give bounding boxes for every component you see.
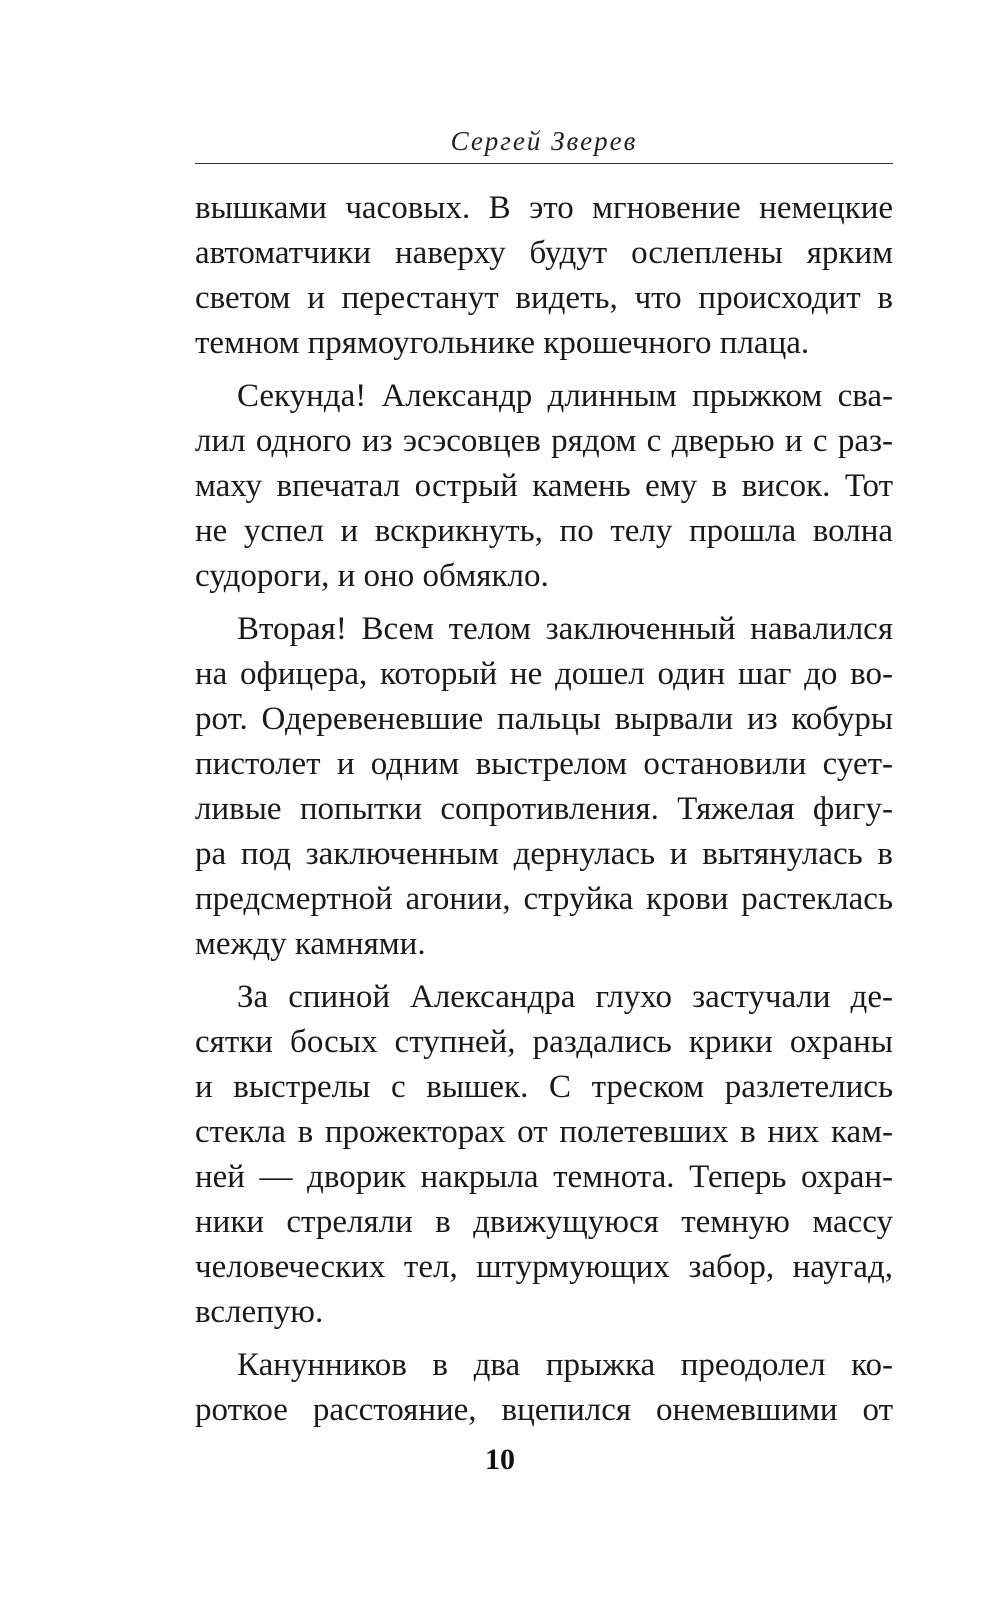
paragraph bbox=[195, 374, 893, 599]
text-line: сятки босых ступней, раздались крики охраны bbox=[195, 1024, 893, 1060]
paragraph bbox=[195, 1343, 893, 1433]
text-line: ра под заключенным дернулась и вытянулась в bbox=[195, 836, 893, 872]
text-line: Вторая! Всем телом заключенный навалился bbox=[237, 611, 893, 647]
text-line: ливые попытки сопротивления. Тяжелая фигу- bbox=[195, 791, 893, 827]
text-line: маху впечатал острый камень ему в висок. Тот bbox=[195, 468, 893, 504]
header-rule bbox=[195, 163, 893, 164]
text-line: Секунда! Александр длинным прыжком сва- bbox=[237, 378, 893, 414]
paragraph bbox=[195, 607, 893, 967]
page-number: 10 bbox=[485, 1443, 515, 1476]
text-line: и выстрелы с вышек. С треском разлетелись bbox=[195, 1069, 893, 1105]
text-line: За спиной Александра глухо застучали де- bbox=[237, 979, 893, 1015]
text-line: ники стреляли в движущуюся темную массу bbox=[195, 1204, 893, 1240]
text-line: пистолет и одним выстрелом остановили сует- bbox=[195, 746, 893, 782]
text-line: между камнями. bbox=[195, 926, 426, 962]
text-line: предсмертной агонии, струйка крови растеклась bbox=[195, 881, 893, 917]
text-line: рот. Одеревеневшие пальцы вырвали из кобуры bbox=[195, 701, 893, 737]
text-line: вышками часовых. В это мгновение немецкие bbox=[195, 190, 893, 226]
running-head-author: Сергей Зверев bbox=[450, 126, 638, 156]
text-line: лил одного из эсэсовцев рядом с дверью и с раз- bbox=[195, 423, 893, 459]
text-line: судороги, и оно обмякло. bbox=[195, 558, 549, 594]
text-line: стекла в прожекторах от полетевших в них кам- bbox=[195, 1114, 893, 1150]
body-text bbox=[195, 186, 893, 1441]
text-line: ней — дворик накрыла темнота. Теперь охран- bbox=[195, 1159, 893, 1195]
text-line: темном прямоугольнике крошечного плаца. bbox=[195, 325, 810, 361]
text-line: светом и перестанут видеть, что происходит в bbox=[195, 280, 893, 316]
text-line: человеческих тел, штурмующих забор, наугад, bbox=[195, 1249, 893, 1285]
text-line: на офицера, который не дошел один шаг до во- bbox=[195, 656, 893, 692]
text-line: роткое расстояние, вцепился онемевшими от bbox=[195, 1392, 893, 1428]
text-line: не успел и вскрикнуть, по телу прошла волна bbox=[195, 513, 893, 549]
text-line: автоматчики наверху будут ослеплены ярким bbox=[195, 235, 893, 271]
paragraph bbox=[195, 975, 893, 1335]
text-line: Канунников в два прыжка преодолел ко- bbox=[237, 1347, 893, 1383]
text-line: вслепую. bbox=[195, 1294, 324, 1330]
paragraph bbox=[195, 186, 893, 366]
